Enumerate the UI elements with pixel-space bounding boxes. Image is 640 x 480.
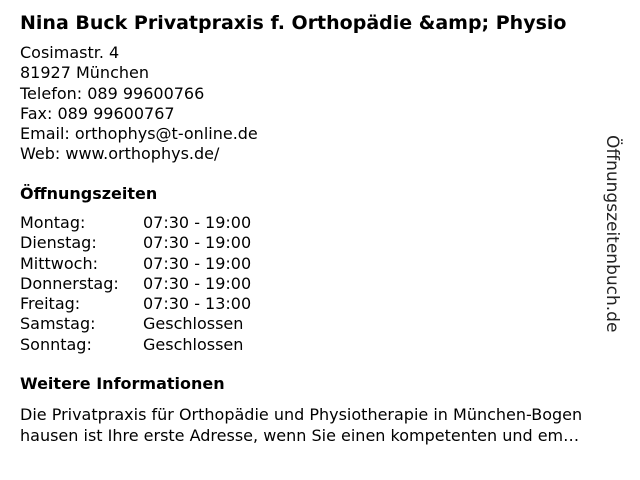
hours-day: Samstag: [20, 314, 96, 334]
hours-day: Mittwoch: [20, 253, 98, 273]
hours-time: 07:30 - 19:00 [143, 253, 252, 273]
phone-number: Telefon: 089 99600766 [20, 83, 205, 103]
hours-time: 07:30 - 13:00 [143, 294, 252, 314]
hours-day: Sonntag: [20, 334, 92, 354]
page-title: Nina Buck Privatpraxis f. Orthopädie &amp; Physio [20, 12, 567, 34]
hours-day: Freitag: [20, 294, 81, 314]
city-address: 81927 München [20, 63, 149, 83]
hours-time: 07:30 - 19:00 [143, 213, 252, 232]
hours-day: Montag: [20, 213, 86, 232]
further-info-heading: Weitere Informationen [20, 374, 225, 393]
info-text-line: Die Privatpraxis für Orthopädie und Physiotherapie in München-Bogen [20, 405, 583, 424]
hours-day: Dienstag: [20, 233, 97, 253]
brand-watermark [600, 135, 640, 335]
hours-time: Geschlossen [143, 334, 244, 354]
email-address: Email: orthophys@t-online.de [20, 124, 258, 144]
street-address: Cosimastr. 4 [20, 43, 120, 62]
website-url: Web: www.orthophys.de/ [20, 144, 220, 164]
further-info-text [20, 404, 632, 446]
hours-time: Geschlossen [143, 314, 244, 334]
hours-day: Donnerstag: [20, 273, 119, 293]
hours-time: 07:30 - 19:00 [143, 273, 252, 293]
info-text-line: hausen ist Ihre erste Adresse, wenn Sie einen kompetenten und em… [20, 426, 580, 445]
address-block [20, 43, 258, 165]
brand-label: Öffnungszeitenbuch.de [602, 135, 622, 333]
hours-time: 07:30 - 19:00 [143, 233, 252, 253]
fax-number: Fax: 089 99600767 [20, 103, 175, 123]
opening-hours-heading: Öffnungszeiten [20, 184, 158, 203]
